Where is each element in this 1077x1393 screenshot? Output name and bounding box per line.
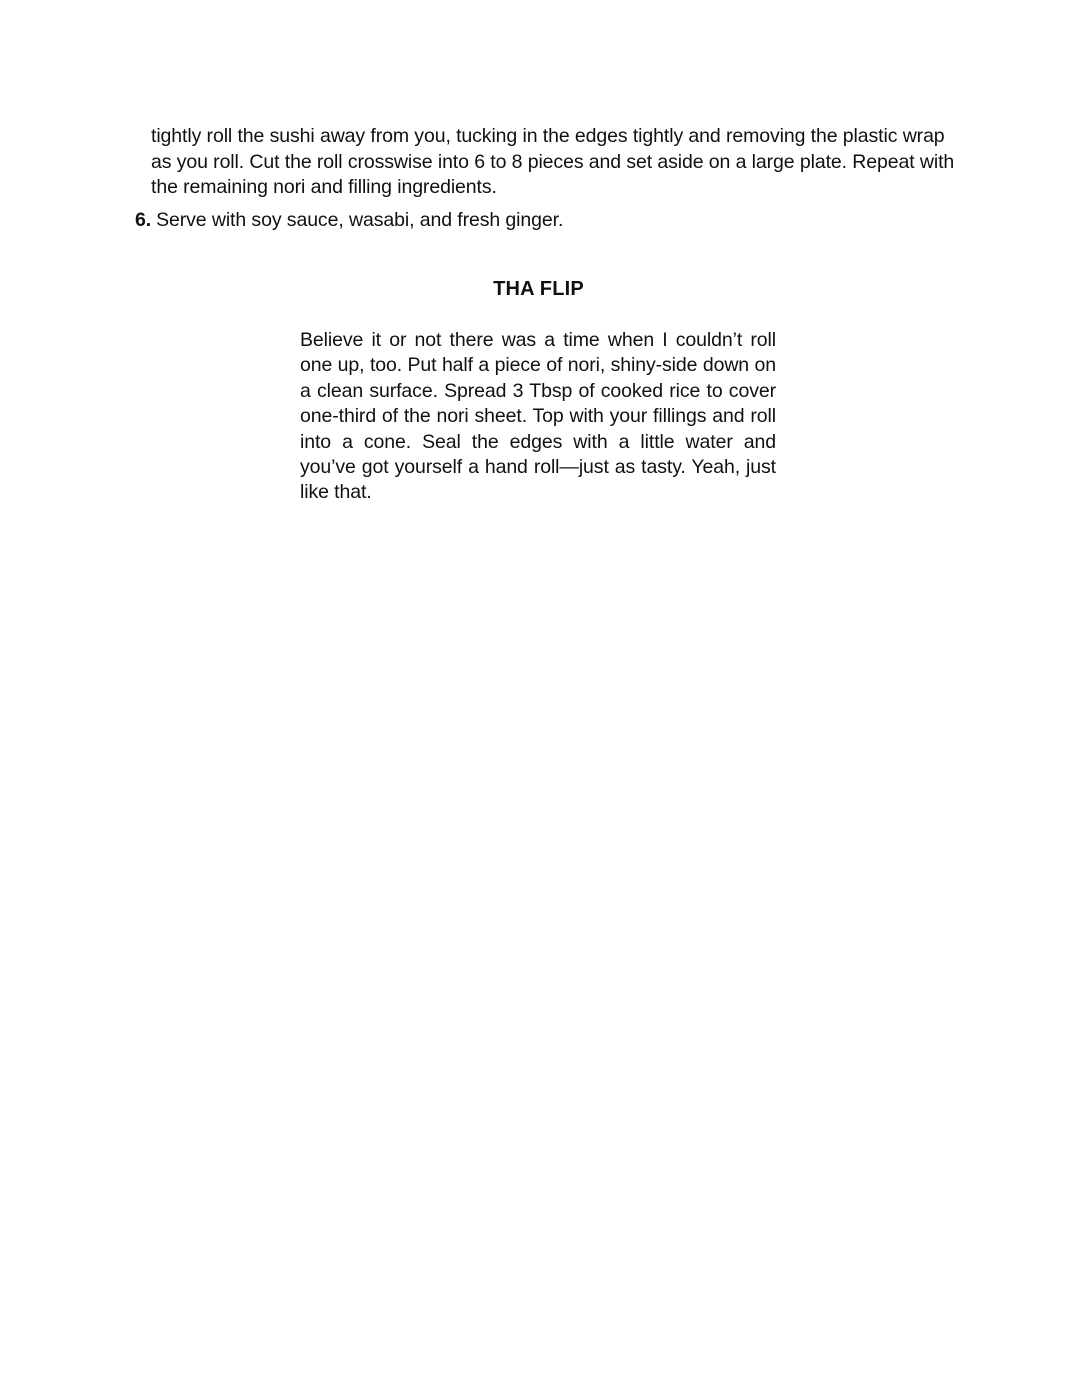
- step-number: 6.: [135, 209, 152, 231]
- sidebar-title: THA FLIP: [493, 278, 584, 300]
- recipe-step-6: [135, 208, 965, 234]
- sidebar-body: Believe it or not there was a time when I couldn’t roll one up, too. Put half a piece of nori, shiny-side down on a clean surface. Spread 3 Tbsp of cooked rice to cover one-third of the nori sheet. Top with your fillings and roll into a cone. Seal the edges with a little water and you’ve got yourself a hand roll—just as tasty. Yeah, just like that.: [300, 329, 776, 504]
- step-text: Serve with soy sauce, wasabi, and fresh ginger.: [156, 209, 564, 231]
- recipe-step-continuation: tightly roll the sushi away from you, tucking in the edges tightly and removing the plastic wrap as you roll. Cut the roll crosswise into 6 to 8 pieces and set aside on a large plate. Repeat with the remaining nori and filling ingredients.: [151, 125, 955, 198]
